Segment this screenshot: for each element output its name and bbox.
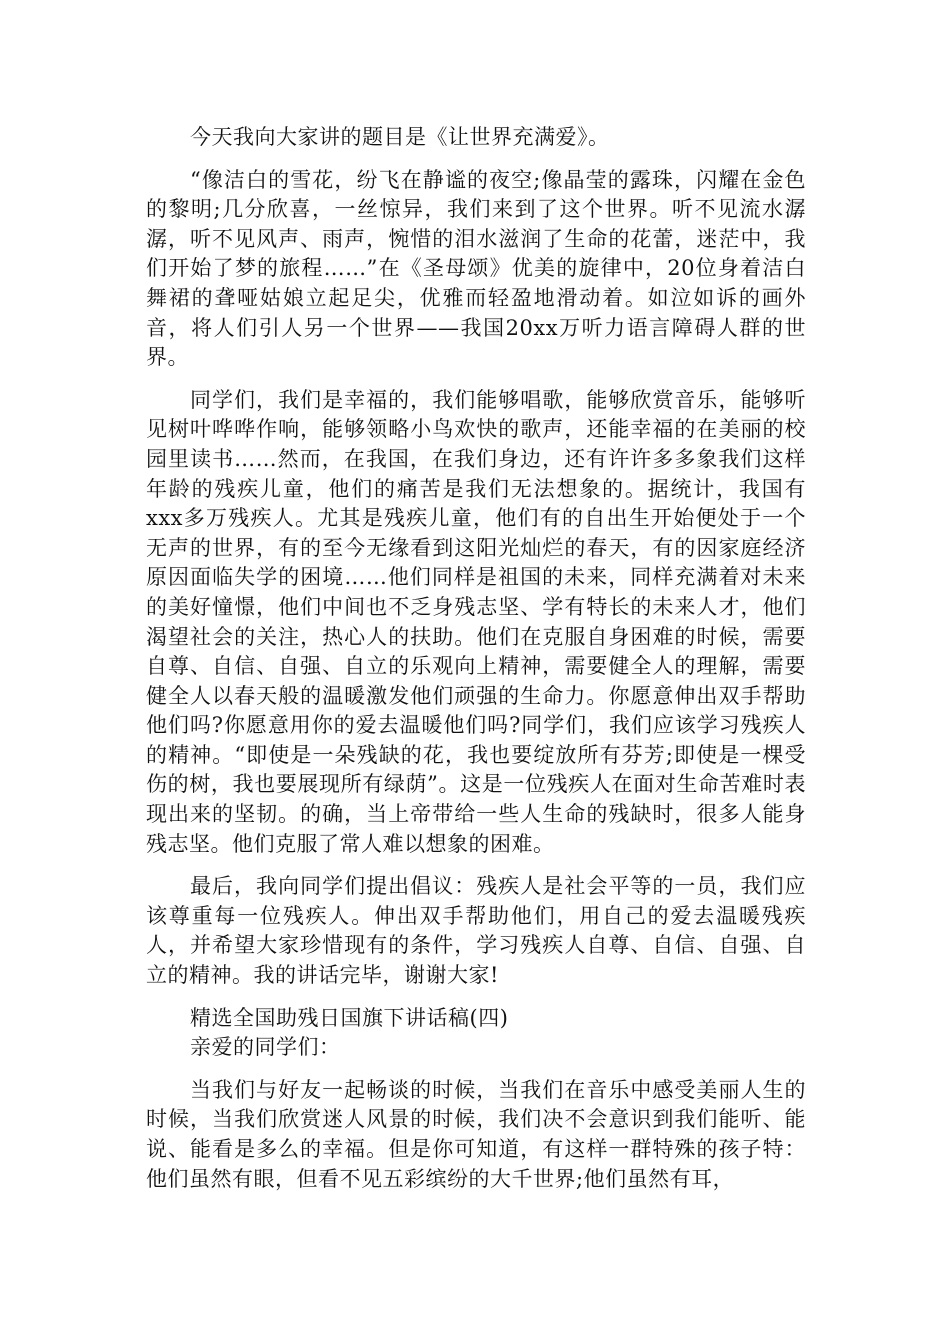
paragraph-classmates: 同学们，我们是幸福的，我们能够唱歌，能够欣赏音乐，能够听见树叶哗哗作响，能够领略小鸟欢快的歌声，还能幸福的在美丽的校园里读书……然而，在我国，在我们身边，还有许许多多象我们这样年龄的残疾儿童，他们的痛苦是我们无法想象的。据统计，我国有xxx多万残疾人。尤其是残疾儿童，他们有的自出生开始便处于一个无声的世界，有的至今无缘看到这阳光灿烂的春天，有的因家庭经济原因面临失学的困境……他们同样是祖国的未来，同样充满着对未来的美好憧憬，他们中间也不乏身残志坚、学有特长的未来人才，他们渴望社会的关注，热心人的扶助。他们在克服自身困难的时候，需要自尊、自信、自强、自立的乐观向上精神，需要健全人的理解，需要健全人以春天般的温暖激发他们顽强的生命力。你愿意伸出双手帮助他们吗?你愿意用你的爱去温暖他们吗?同学们，我们应该学习残疾人的精神。“即使是一朵残缺的花，我也要绽放所有芬芳;即使是一棵受伤的树，我也要展现所有绿荫”。这是一位残疾人在面对生命苦难时表现出来的坚韧。的确，当上帝带给一些人生命的残缺时，很多人能身残志坚。他们克服了常人难以想象的困难。 bbox=[146, 387, 806, 856]
paragraph-topic: 今天我向大家讲的题目是《让世界充满爱》。 bbox=[190, 125, 610, 149]
paragraph-snowflake-quote: “像洁白的雪花，纷飞在静谧的夜空;像晶莹的露珠，闪耀在金色的黎明;几分欣喜，一丝惊异，我们来到了这个世界。听不见流水潺潺，听不见风声、雨声，惋惜的泪水滋润了生命的花蕾，迷茫中，我们开始了梦的旅程……”在《圣母颂》优美的旋律中，20位身着洁白舞裙的聋哑姑娘立起足尖，优雅而轻盈地滑动着。如泣如诉的画外音，将人们引人另一个世界——我国20xx万听力语言障碍人群的世界。 bbox=[146, 167, 806, 370]
salutation: 亲爱的同学们： bbox=[190, 1035, 341, 1060]
section-heading: 精选全国助残日国旗下讲话稿(四) bbox=[190, 1005, 509, 1030]
document-page bbox=[146, 123, 806, 1207]
paragraph-friends: 当我们与好友一起畅谈的时候，当我们在音乐中感受美丽人生的时候，当我们欣赏迷人风景的时候，我们决不会意识到我们能听、能说、能看是多么的幸福。但是你可知道，有这样一群特殊的孩子特：他们虽然有眼，但看不见五彩缤纷的大千世界;他们虽然有耳， bbox=[146, 1077, 806, 1191]
paragraph-proposal: 最后，我向同学们提出倡议：残疾人是社会平等的一员，我们应该尊重每一位残疾人。伸出双手帮助他们，用自己的爱去温暖残疾人，并希望大家珍惜现有的条件，学习残疾人自尊、自信、自强、自立的精神。我的讲话完毕，谢谢大家! bbox=[146, 874, 806, 988]
